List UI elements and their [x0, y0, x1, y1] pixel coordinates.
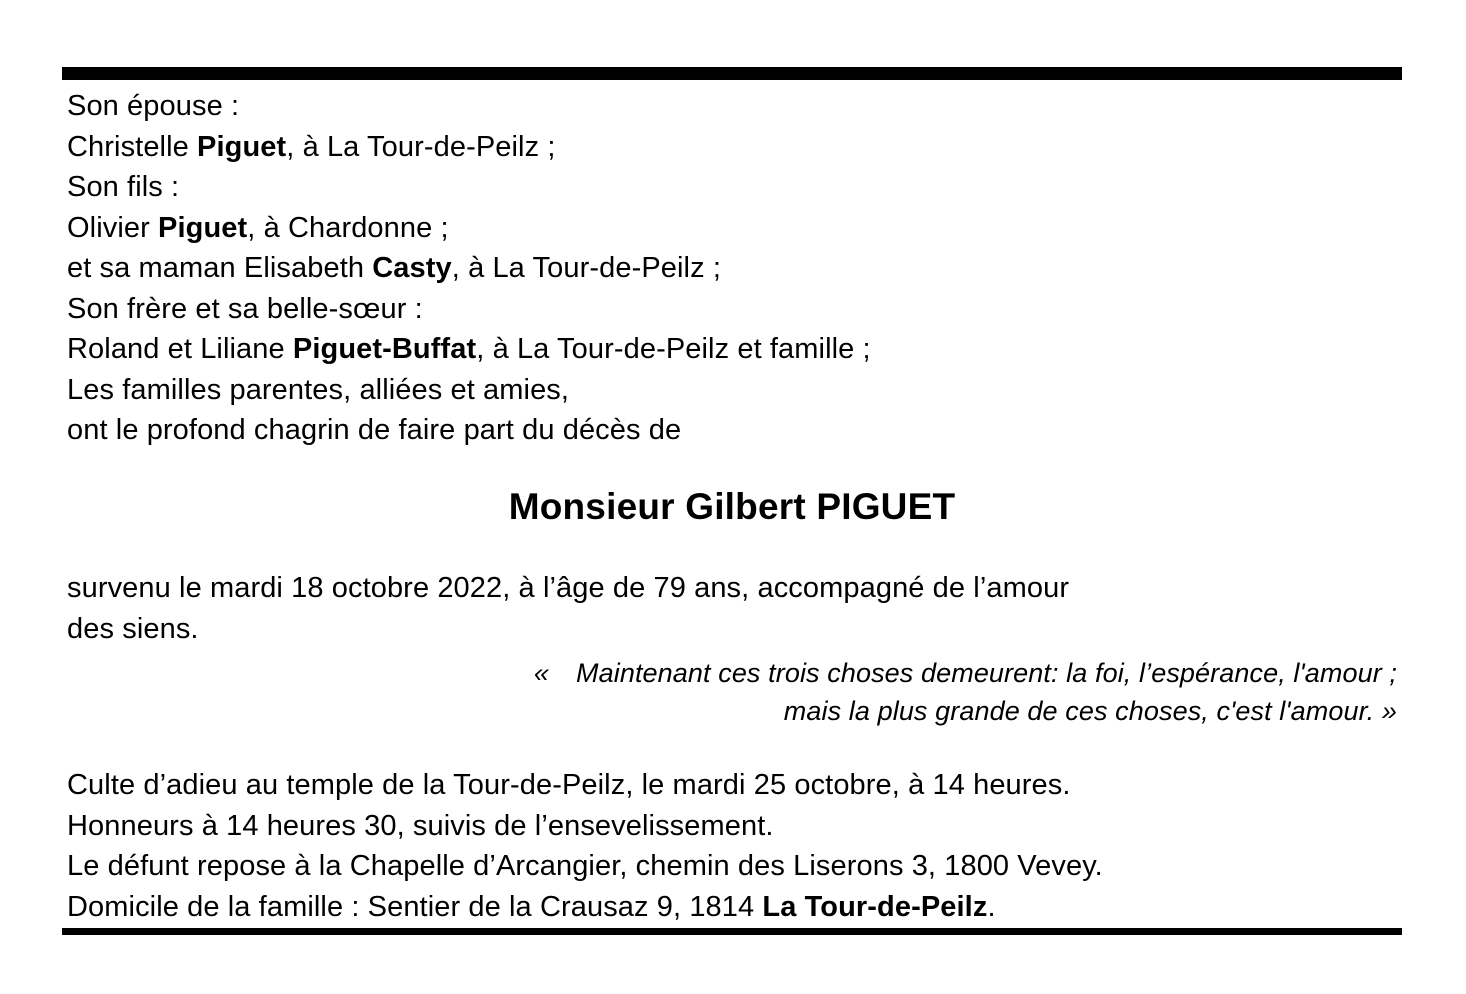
family-line: Olivier Piguet, à Chardonne ; [67, 211, 449, 244]
death-line: des siens. [67, 612, 199, 645]
family-line: Roland et Liliane Piguet-Buffat, à La Tour-de-Peilz et famille ; [67, 333, 871, 365]
family-line: ont le profond chagrin de faire part du décès de [67, 414, 682, 446]
notice-text-area [62, 86, 1402, 927]
family-line: Son frère et sa belle-sœur : [67, 292, 423, 325]
scripture-quote-block [67, 654, 1397, 730]
family-line: Christelle Piguet, à La Tour-de-Peilz ; [67, 130, 556, 163]
quote-line: « Maintenant ces trois choses demeurent: la foi, l’espérance, l'amour ; [533, 658, 1397, 688]
family-line: Son fils : [67, 171, 180, 203]
quote-line: mais la plus grande de ces choses, c'est l'amour. » [783, 696, 1397, 726]
funeral-line: Le défunt repose à la Chapelle d’Arcangier, chemin des Liserons 3, 1800 Vevey. [67, 850, 1103, 882]
family-line: Son épouse : [67, 90, 240, 122]
death-announcement-block [67, 568, 1397, 649]
family-line: Les familles parentes, alliées et amies, [67, 373, 570, 406]
funeral-line: Culte d’adieu au temple de la Tour-de-Peilz, le mardi 25 octobre, à 14 heures. [67, 769, 1071, 801]
notice-sheet [62, 0, 1402, 935]
death-line: survenu le mardi 18 octobre 2022, à l’âge de 79 ans, accompagné de l’amour [67, 572, 1070, 604]
bottom-rule [62, 928, 1402, 935]
funeral-line: Domicile de la famille : Sentier de la Crausaz 9, 1814 La Tour-de-Peilz. [67, 890, 996, 923]
funeral-line: Honneurs à 14 heures 30, suivis de l’ensevelissement. [67, 809, 774, 842]
family-line: et sa maman Elisabeth Casty, à La Tour-de-Peilz ; [67, 252, 721, 284]
family-lines-block [67, 86, 1397, 451]
deceased-name-title: Monsieur Gilbert PIGUET [508, 485, 956, 527]
funeral-details-block [67, 765, 1397, 927]
top-rule [62, 67, 1402, 80]
